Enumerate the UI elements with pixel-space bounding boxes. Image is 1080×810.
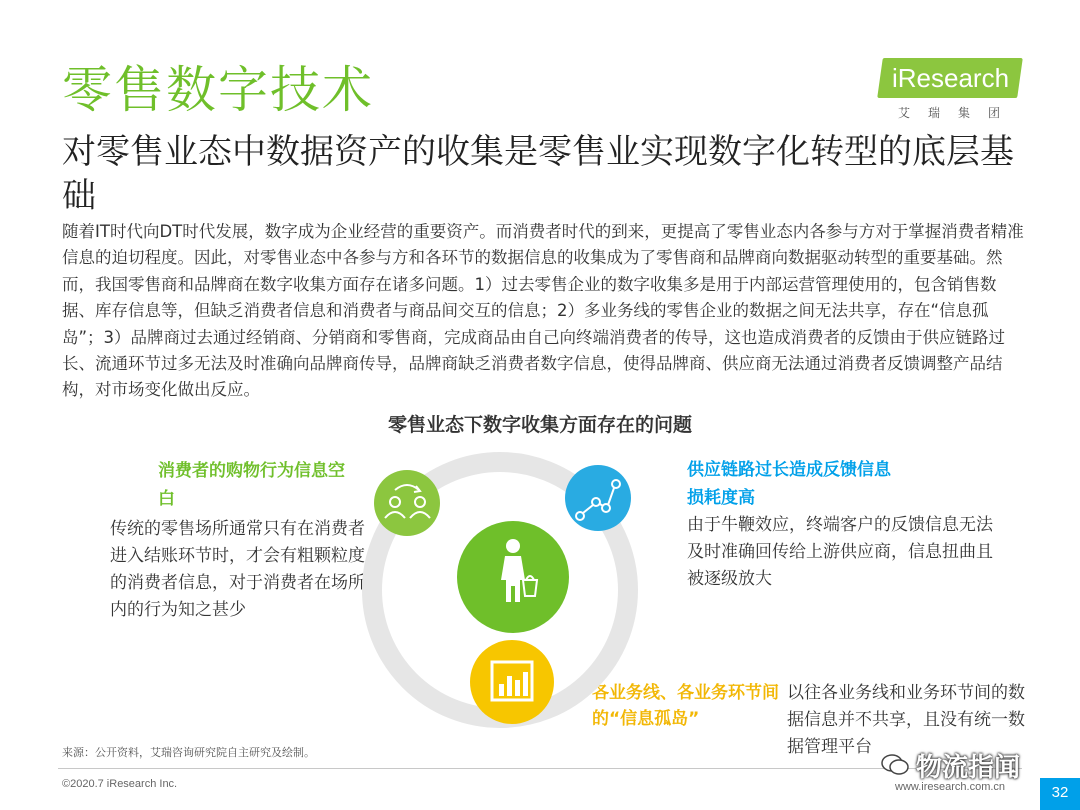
bar-chart-icon: [470, 640, 554, 724]
intro-paragraph: 随着IT时代向DT时代发展，数字成为企业经营的重要资产。而消费者时代的到来，更提高了零售业态内各参与方对于掌握消费者精准信息的迫切程度。因此，对零售业态中各参与方和各环节的数据信息的收集成为了零售商和品牌商向数据驱动转型的重要基础。然而，我国零售商和品牌商在数字收集方面存在诸多问题。1）过去零售企业的数字收集多是用于内部运营管理使用的，包含销售数据、库存信息等，但缺乏消费者信息和消费者与商品间交互的信息；2）多业务线的零售企业的数据之间无法共享，存在“信息孤岛”；3）品牌商过去通过经销商、分销商和零售商，完成商品由自己向终端消费者的传导，这也造成消费者的反馈由于供应链路过长、流通环节过多无法及时准确向品牌商传导，品牌商缺乏消费者数字信息，使得品牌商、供应商无法通过消费者反馈调整产品结构，对市场变化做出反应。: [62, 222, 1024, 400]
copyright: ©2020.7 iResearch Inc.: [62, 778, 178, 790]
footer-divider: [58, 768, 1022, 769]
logo-subtitle: 艾瑞集团: [898, 106, 1019, 120]
people-exchange-icon: [374, 470, 440, 536]
shopper-icon: [457, 521, 569, 633]
problem-heading-info-island: 各业务线、各业务环节间的“信息孤岛”: [592, 683, 779, 729]
website-url[interactable]: www.iresearch.com.cn: [895, 781, 1006, 793]
problem-heading-supply-chain: 供应链路过长造成反馈信息损耗度高: [687, 460, 891, 508]
wechat-watermark: [880, 745, 1020, 785]
iresearch-logo: [880, 58, 1030, 120]
watermark-text: 物流指闻: [916, 752, 1021, 783]
section-title: 零售数字技术: [62, 61, 374, 119]
logo-text: iResearch: [892, 63, 1010, 93]
chain-nodes-icon: [565, 465, 631, 531]
problem-heading-consumer: 消费者的购物行为信息空白: [158, 461, 345, 509]
wechat-icon: [880, 752, 910, 778]
problem-text-consumer: 传统的零售场所通常只有在消费者进入结账环节时，才会有粗颗粒度的消费者信息，对于消费者在场所内的行为知之甚少: [110, 519, 365, 620]
page-headline: 对零售业态中数据资产的收集是零售业实现数字化转型的底层基础: [62, 132, 1014, 216]
source-note: 来源：公开资料，艾瑞咨询研究院自主研究及绘制。: [62, 746, 315, 759]
problem-text-info-island: 以往各业务线和业务环节间的数据信息并不共享，且没有统一数据管理平台: [787, 683, 1025, 757]
diagram-title: 零售业态下数字收集方面存在的问题: [387, 414, 692, 436]
problem-diagram: [340, 440, 660, 760]
page-number: 32: [1051, 784, 1069, 801]
problem-text-supply-chain: 由于牛鞭效应，终端客户的反馈信息无法及时准确回传给上游供应商，信息扭曲且被逐级放大: [687, 515, 993, 589]
